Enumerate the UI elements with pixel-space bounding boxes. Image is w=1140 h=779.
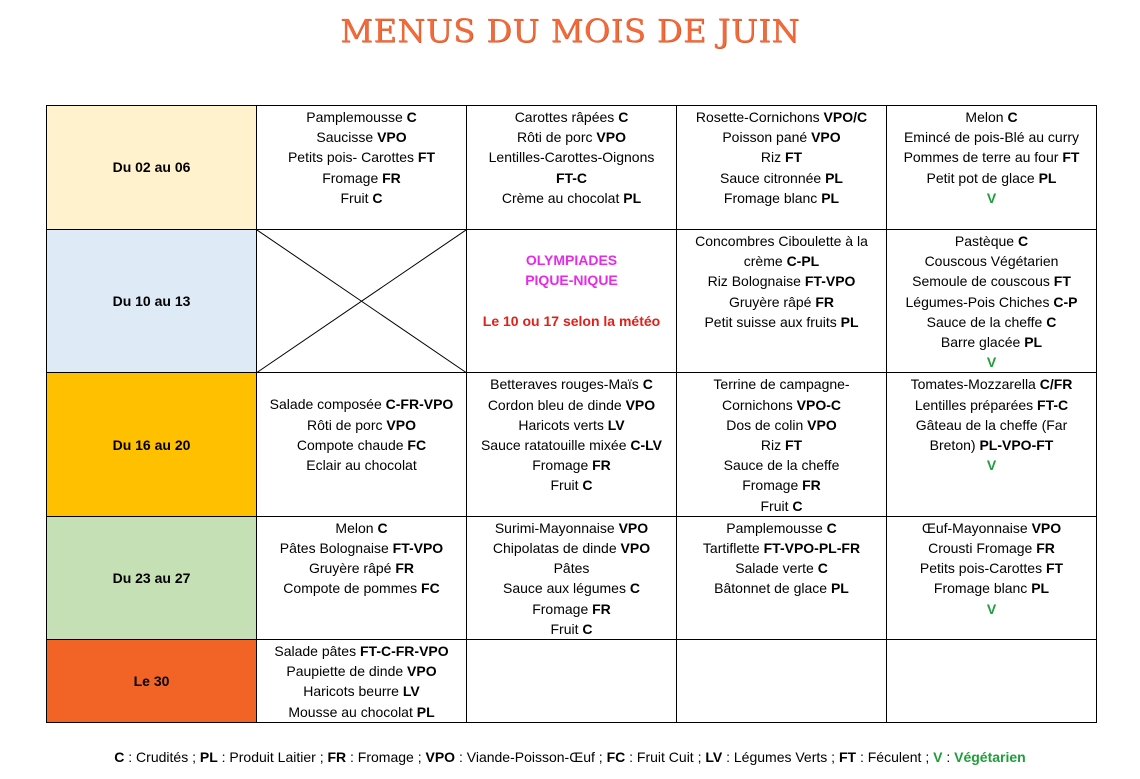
dish-name: Petit pot de glace — [926, 169, 1039, 186]
dish-name: Gruyère râpé — [308, 560, 396, 577]
day-cell — [467, 373, 677, 516]
food-category-code: C — [618, 109, 629, 125]
day-cell — [677, 106, 887, 230]
food-category-code: VPO/C — [823, 109, 868, 125]
menu-list — [257, 640, 466, 722]
food-category-code: C — [629, 580, 640, 597]
dish-name: Haricots verts — [518, 416, 608, 433]
menu-item — [677, 107, 886, 127]
menu-item — [677, 518, 886, 538]
dish-name: Sauce aux légumes — [503, 580, 630, 597]
menu-item — [677, 271, 886, 291]
food-category-code: C-FR-VPO — [385, 396, 454, 413]
food-category-code: FR — [1036, 540, 1055, 557]
menu-item — [257, 641, 466, 661]
food-category-code: FT — [1053, 273, 1071, 290]
event-title: OLYMPIADES — [525, 252, 618, 268]
food-category-code: VPO — [807, 416, 837, 433]
day-cell — [467, 640, 677, 723]
food-category-code: PL — [821, 189, 840, 206]
food-category-code: C — [406, 109, 417, 125]
dish-name: Betteraves rouges-Maïs — [490, 376, 643, 393]
food-category-code: VPO — [620, 540, 651, 557]
food-category-code: VPO — [386, 416, 416, 433]
food-category-code: FC — [421, 580, 440, 597]
menu-item — [887, 352, 1096, 372]
food-category-code: VPO — [625, 396, 656, 413]
food-category-code: VPO — [377, 129, 407, 146]
menu-list — [677, 230, 886, 332]
dish-name: Fromage blanc — [723, 189, 822, 206]
legend-meaning: : Fromage ; — [346, 749, 426, 765]
event-title: PIQUE-NIQUE — [525, 272, 618, 289]
menu-list — [467, 517, 676, 639]
menu-list — [467, 373, 676, 495]
dish-name: Petits pois-Carottes — [919, 560, 1046, 577]
dish-name: Couscous Végétarien — [924, 253, 1059, 270]
menu-item — [257, 455, 466, 475]
menu-table — [46, 105, 1097, 723]
food-category-code: FC — [407, 436, 427, 453]
vegetarian-marker: V — [986, 189, 997, 206]
day-cell — [887, 230, 1097, 373]
day-cell — [677, 230, 887, 373]
legend-meaning: : Produit Laitier ; — [217, 749, 328, 765]
dish-name: Lentilles préparées — [914, 396, 1038, 413]
legend-code: V — [933, 749, 943, 765]
vegetarian-marker: V — [986, 457, 997, 474]
menu-list — [677, 373, 886, 515]
menu-item — [257, 107, 466, 127]
dish-name: Melon — [965, 109, 1008, 125]
menu-item — [467, 395, 676, 415]
menu-item — [257, 681, 466, 701]
menu-item — [677, 231, 886, 251]
food-category-code: FT — [785, 149, 803, 166]
menu-item — [887, 395, 1096, 415]
food-category-code: C-P — [1053, 293, 1078, 310]
week-row — [47, 516, 1097, 639]
food-category-code: C — [1007, 109, 1018, 125]
dish-name: Pamplemousse — [306, 109, 407, 125]
dish-name: Pâtes Bolognaise — [279, 540, 393, 557]
legend-code: Végétarien — [954, 749, 1026, 765]
menu-item — [677, 312, 886, 332]
legend-code: VPO — [425, 749, 456, 765]
menu-item — [887, 312, 1096, 332]
menu-item — [257, 538, 466, 558]
dish-name: Gruyère râpé — [728, 293, 816, 310]
day-cell — [887, 640, 1097, 723]
dish-name: Bâtonnet de glace — [714, 580, 831, 597]
day-cell — [677, 640, 887, 723]
food-category-code: PL-VPO-FT — [979, 437, 1054, 454]
dish-name: Concombres Ciboulette à la — [695, 233, 868, 249]
food-category-code: PL — [416, 703, 435, 720]
dish-name: Fromage — [322, 169, 383, 186]
dish-name: Pastèque — [954, 233, 1018, 249]
dish-name: Riz Bolognaise — [707, 273, 805, 290]
menu-list — [887, 640, 1096, 641]
food-category-code: FT-VPO — [392, 540, 444, 557]
dish-name: Sauce de la cheffe — [926, 313, 1047, 330]
dish-name: Riz — [760, 149, 785, 166]
legend — [0, 749, 1140, 765]
day-cell — [677, 373, 887, 516]
menu-item — [257, 188, 466, 208]
dish-name: Terrine de campagne- — [713, 376, 850, 393]
menu-list — [257, 373, 466, 475]
menu-item — [467, 518, 676, 538]
dish-name: Melon — [335, 519, 378, 536]
menu-item — [467, 147, 676, 167]
dish-name: Petits pois- Carottes — [287, 149, 418, 166]
menu-item — [677, 496, 886, 516]
dish-name: Emincé de pois-Blé au curry — [903, 129, 1080, 146]
menu-item — [677, 292, 886, 312]
menu-item — [257, 147, 466, 167]
dish-name: Paupiette de dinde — [286, 663, 408, 680]
menu-list — [257, 106, 466, 208]
food-category-code: PL — [1031, 580, 1050, 597]
food-category-code: C-LV — [630, 437, 663, 454]
menu-item — [887, 332, 1096, 352]
dish-name: Compote chaude — [296, 436, 408, 453]
week-row — [47, 373, 1097, 516]
menu-item — [887, 558, 1096, 578]
legend-meaning: : — [942, 749, 955, 765]
food-category-code: PL — [830, 580, 849, 597]
food-category-code: C — [582, 620, 593, 637]
menu-list — [677, 517, 886, 599]
menu-item — [887, 374, 1096, 394]
dish-name: Pâtes — [553, 560, 590, 577]
dish-name: Cordon bleu de dinde — [487, 396, 626, 413]
food-category-code: VPO-C — [796, 396, 842, 413]
food-category-code: FT-VPO — [804, 273, 856, 290]
menu-item — [677, 374, 886, 394]
food-category-code: FT-C — [1037, 396, 1069, 413]
menu-item — [257, 661, 466, 681]
dish-name: Dos de colin — [726, 416, 808, 433]
food-category-code: VPO — [618, 519, 649, 536]
dish-name: Crème au chocolat — [501, 189, 624, 206]
menu-item — [467, 619, 676, 639]
menu-item — [887, 107, 1096, 127]
dish-name: Eclair au chocolat — [306, 457, 417, 474]
week-label: Du 16 au 20 — [47, 373, 257, 516]
food-category-code: C — [377, 519, 388, 536]
dish-name: Salade pâtes — [274, 643, 360, 660]
menu-item — [467, 374, 676, 394]
menu-item — [887, 538, 1096, 558]
dish-name: Riz — [760, 437, 785, 454]
menu-item — [467, 435, 676, 455]
food-category-code: VPO — [811, 129, 841, 146]
week-label: Du 02 au 06 — [47, 106, 257, 230]
dish-name: Breton) — [929, 437, 980, 454]
menu-item — [677, 188, 886, 208]
day-cell — [257, 640, 467, 723]
menu-item — [257, 518, 466, 538]
week-label: Le 30 — [47, 640, 257, 723]
dish-name: Fromage — [742, 477, 803, 494]
dish-name: crème — [743, 253, 787, 270]
menu-list — [257, 517, 466, 599]
menu-item — [887, 168, 1096, 188]
dish-name: Gâteau de la cheffe (Far — [915, 416, 1068, 433]
week-label: Du 10 au 13 — [47, 230, 257, 373]
menu-item — [677, 538, 886, 558]
food-category-code: LV — [402, 683, 420, 700]
menu-list — [467, 640, 676, 641]
food-category-code: LV — [607, 416, 625, 433]
dish-name: Carottes râpées — [514, 109, 619, 125]
menu-item — [257, 394, 466, 414]
day-cell — [467, 516, 677, 639]
food-category-code: FR — [592, 457, 611, 474]
menu-item — [257, 435, 466, 455]
food-category-code: PL — [623, 189, 642, 206]
dish-name: Mousse au chocolat — [288, 703, 417, 720]
legend-code: FR — [327, 749, 347, 765]
food-category-code: PL — [825, 169, 843, 186]
menu-item — [677, 147, 886, 167]
day-cell — [887, 106, 1097, 230]
day-cell — [257, 106, 467, 230]
menu-item — [677, 395, 886, 415]
menu-item — [677, 168, 886, 188]
menu-item — [677, 578, 886, 598]
food-category-code: VPO — [596, 129, 626, 146]
food-category-code: C — [372, 189, 383, 206]
dish-name: Haricots beurre — [303, 683, 403, 700]
legend-meaning: : Fruit Cuit ; — [625, 749, 706, 765]
menu-item — [257, 558, 466, 578]
dish-name: Fruit — [760, 497, 793, 514]
food-category-code: VPO — [1031, 519, 1062, 536]
food-category-code: FR — [802, 477, 821, 494]
day-cell — [887, 516, 1097, 639]
day-cell — [677, 516, 887, 639]
dish-name: Saucisse — [316, 129, 378, 146]
dish-name: Lentilles-Carottes-Oignons — [488, 149, 655, 166]
food-category-code: C — [1046, 313, 1057, 330]
menu-item — [467, 455, 676, 475]
menu-item — [887, 518, 1096, 538]
food-category-code: C — [642, 376, 653, 393]
dish-name: Fruit — [550, 477, 583, 494]
day-cell — [887, 373, 1097, 516]
dish-name: Fruit — [550, 620, 583, 637]
menu-item — [467, 578, 676, 598]
menu-item — [257, 127, 466, 147]
food-category-code: FR — [395, 560, 415, 577]
food-category-code: FT — [1062, 149, 1080, 166]
menu-item — [887, 435, 1096, 455]
menu-item — [677, 127, 886, 147]
dish-name: Rôti de porc — [517, 129, 597, 146]
menu-item — [467, 415, 676, 435]
dish-name: Sauce ratatouille mixée — [480, 437, 631, 454]
vegetarian-marker: V — [986, 600, 997, 617]
menu-item — [467, 168, 676, 188]
food-category-code: PL — [1038, 169, 1057, 186]
food-category-code: FR — [382, 169, 401, 186]
legend-meaning: : Viande-Poisson-Œuf ; — [455, 749, 607, 765]
menu-item — [887, 271, 1096, 291]
dish-name: Légumes-Pois Chiches — [905, 293, 1054, 310]
dish-name: Petit suisse aux fruits — [704, 313, 841, 330]
event-spacer — [467, 290, 676, 310]
dish-name: Surimi-Mayonnaise — [494, 519, 619, 536]
food-category-code: FT-VPO-PL-FR — [763, 540, 861, 557]
food-category-code: FR — [815, 293, 835, 310]
dish-name: Rôti de porc — [307, 416, 387, 433]
legend-meaning: : Crudités ; — [124, 749, 200, 765]
menu-item — [467, 475, 676, 495]
week-label: Du 23 au 27 — [47, 516, 257, 639]
dish-name: Compote de pommes — [283, 580, 422, 597]
dish-name: Fromage — [532, 600, 593, 617]
legend-code: LV — [705, 749, 723, 765]
menu-list — [887, 373, 1096, 475]
no-menu-cross — [257, 230, 467, 373]
food-category-code: FT-C-FR-VPO — [359, 643, 449, 660]
food-category-code: C-PL — [786, 253, 820, 270]
food-category-code: FR — [592, 600, 611, 617]
dish-name: Sauce citronnée — [720, 169, 826, 186]
menu-item — [677, 251, 886, 271]
dish-name: Fromage blanc — [933, 580, 1032, 597]
menu-item — [887, 599, 1096, 619]
food-category-code: C — [582, 477, 593, 494]
week-row — [47, 106, 1097, 230]
menu-item — [467, 599, 676, 619]
dish-name: Cornichons — [721, 396, 797, 413]
event-block — [467, 230, 676, 331]
legend-code: FC — [606, 749, 626, 765]
menu-item — [677, 455, 886, 475]
food-category-code: C — [817, 560, 828, 577]
food-category-code: FT — [785, 437, 803, 454]
menu-item — [887, 251, 1096, 271]
dish-name: Tomates-Mozzarella — [910, 376, 1040, 393]
menu-item — [887, 231, 1096, 251]
food-category-code: C — [792, 497, 803, 514]
dish-name: Œuf-Mayonnaise — [921, 519, 1032, 536]
cross-out-icon — [257, 230, 466, 372]
menu-item — [257, 415, 466, 435]
food-category-code: C — [826, 519, 837, 536]
dish-name: Salade composée — [269, 396, 386, 413]
legend-code: PL — [199, 749, 218, 765]
legend-code: FT — [838, 749, 857, 765]
food-category-code: FT-C — [555, 169, 588, 186]
menu-list — [887, 517, 1096, 619]
vegetarian-marker: V — [986, 354, 997, 371]
menu-item — [887, 127, 1096, 147]
day-cell — [467, 230, 677, 373]
menu-item — [467, 107, 676, 127]
page-title: MENUS DU MOIS DE JUIN — [340, 12, 800, 50]
menu-list — [677, 106, 886, 208]
food-category-code: FT — [417, 149, 436, 166]
menu-item — [677, 415, 886, 435]
dish-name: Semoule de couscous — [912, 273, 1054, 290]
menu-item — [467, 188, 676, 208]
menu-item — [887, 147, 1096, 167]
dish-name: Sauce de la cheffe — [723, 457, 840, 474]
food-category-code: C — [1017, 233, 1029, 249]
legend-meaning: : Féculent ; — [856, 749, 934, 765]
food-category-code: PL — [840, 313, 859, 330]
legend-code: C — [114, 749, 125, 765]
menu-item — [257, 702, 466, 722]
day-cell — [257, 373, 467, 516]
menu-item — [887, 292, 1096, 312]
dish-name: Pommes de terre au four — [903, 149, 1063, 166]
dish-name: Pamplemousse — [726, 519, 827, 536]
menu-item — [887, 188, 1096, 208]
menu-item — [887, 415, 1096, 435]
menu-item — [677, 435, 886, 455]
food-category-code: VPO — [407, 663, 437, 680]
event-note: Le 10 ou 17 selon la météo — [482, 312, 661, 329]
menu-item — [887, 578, 1096, 598]
menu-list — [887, 106, 1096, 208]
menu-list — [677, 640, 886, 641]
menu-item — [677, 558, 886, 578]
menu-item — [467, 127, 676, 147]
dish-name: Tartiflette — [702, 540, 764, 557]
menu-item — [467, 538, 676, 558]
legend-meaning: : Légumes Verts ; — [722, 749, 839, 765]
dish-name: Rosette-Cornichons — [695, 109, 824, 125]
week-row — [47, 230, 1097, 373]
dish-name: Chipolatas de dinde — [492, 540, 621, 557]
menu-item — [257, 168, 466, 188]
dish-name: Salade verte — [735, 560, 818, 577]
dish-name: Poisson pané — [722, 129, 812, 146]
menu-item — [467, 558, 676, 578]
dish-name: Crousti Fromage — [928, 540, 1037, 557]
dish-name: Barre glacée — [940, 334, 1025, 351]
menu-item — [887, 455, 1096, 475]
food-category-code: PL — [1024, 334, 1043, 351]
dish-name: Fruit — [340, 189, 373, 206]
menu-list — [467, 106, 676, 208]
day-cell — [467, 106, 677, 230]
menu-list — [887, 230, 1096, 372]
day-cell — [257, 516, 467, 639]
menu-item — [257, 578, 466, 598]
food-category-code: FT — [1045, 560, 1064, 577]
week-row — [47, 640, 1097, 723]
dish-name: Fromage — [532, 457, 593, 474]
food-category-code: C/FR — [1039, 376, 1073, 393]
menu-item — [677, 475, 886, 495]
